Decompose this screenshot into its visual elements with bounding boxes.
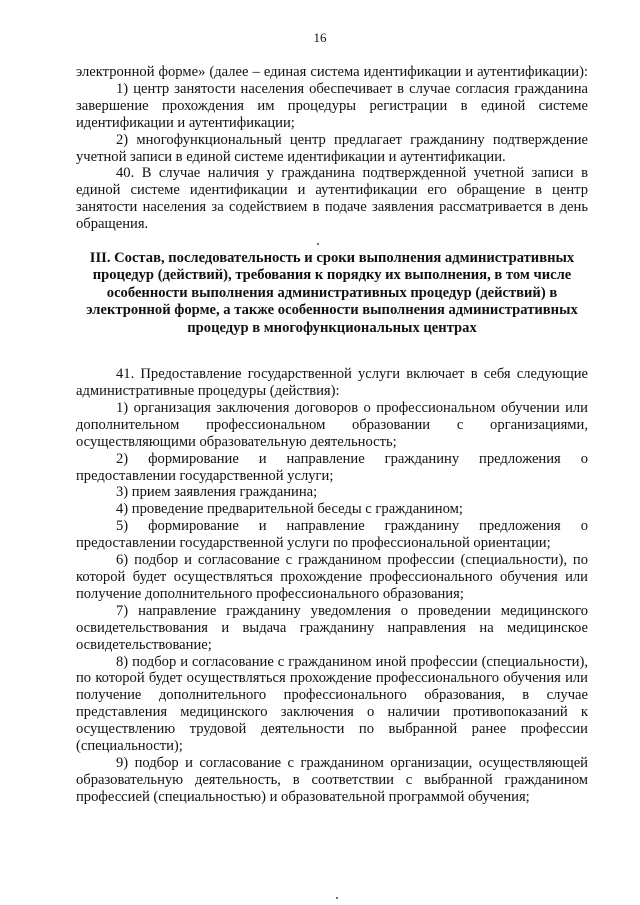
paragraph-item-1: 1) центр занятости населения обеспечивает в случае согласия гражданина завершение прохождения им процедуры регистрации в единой системе идентификации и аутентификации; — [76, 80, 588, 131]
procedure-item-9: 9) подбор и согласование с гражданином организации, осуществляющей образовательную деятельность, в соответствии с выбранной гражданином профессией (специальностью) и образовательной программой обучения; — [76, 754, 588, 805]
paragraph-continuation: электронной форме» (далее – единая система идентификации и аутентификации): — [76, 64, 588, 80]
paragraph-41: 41. Предоставление государственной услуги включает в себя следующие административные процедуры (действия): — [76, 366, 588, 399]
procedure-item-7: 7) направление гражданину уведомления о проведении медицинского освидетельствования и выдача гражданину направления на медицинское освидетельствование; — [76, 602, 588, 653]
procedure-item-5: 5) формирование и направление гражданину предложения о предоставлении государственной услуги по профессиональной ориентации; — [76, 518, 588, 552]
procedure-item-8: 8) подбор и согласование с гражданином иной профессии (специальности), по которой будет осуществляться прохождение профессионального обучения или получение дополнительного профессионального образования, в случае представления медицинского заключения о наличии противопоказаний к осуществлению трудовой деятельности по выбранной ранее профессии (специальности); — [76, 653, 588, 755]
scan-speck — [336, 897, 338, 899]
procedure-item-4: 4) проведение предварительной беседы с гражданином; — [116, 501, 463, 518]
section-heading: III. Состав, последовательность и сроки выполнения административных процедур (действий), требования к порядку их выполнения, в том числе особенности выполнения административных процедур (действий) в электронной форме, а также особенности выполнения административных процедур в многофункциональных центрах — [86, 250, 578, 336]
page-number: 16 — [313, 30, 327, 45]
paragraph-item-2: 2) многофункциональный центр предлагает гражданину подтверждение учетной записи в единой системе идентификации и аутентификации. — [76, 131, 588, 165]
paragraph-40: 40. В случае наличия у гражданина подтвержденной учетной записи в единой системе идентификации и аутентификации его обращение в центр занятости населения за содействием в подаче заявления рассматривается в день обращения. — [76, 165, 588, 233]
scan-speck — [317, 243, 319, 245]
procedure-item-3: 3) прием заявления гражданина; — [116, 484, 318, 501]
procedure-item-2: 2) формирование и направление гражданину предложения о предоставлении государственной услуги; — [76, 450, 588, 484]
procedure-item-1: 1) организация заключения договоров о профессиональном обучении или дополнительном профессиональном образовании с организациями, осуществляющими образовательную деятельность; — [76, 399, 588, 450]
procedure-item-6: 6) подбор и согласование с гражданином профессии (специальности), по которой будет осуществляться прохождение профессионального обучения или получение дополнительного профессионального образования; — [76, 552, 588, 602]
document-body — [76, 64, 588, 806]
